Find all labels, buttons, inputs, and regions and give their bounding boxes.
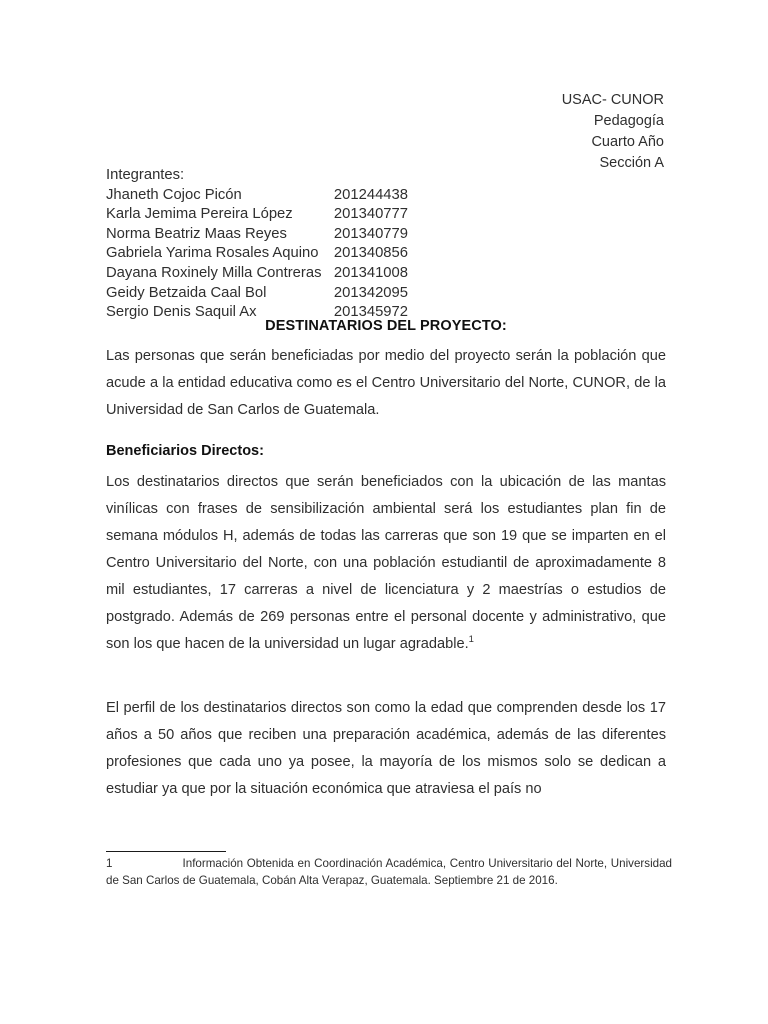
member-name: Sergio Denis Saquil Ax bbox=[106, 304, 257, 321]
member-name: Dayana Roxinely Milla Contreras bbox=[106, 264, 322, 281]
header-line-institution: USAC- CUNOR bbox=[561, 92, 664, 108]
page-title: DESTINATARIOS DEL PROYECTO: bbox=[265, 318, 507, 334]
member-name: Geidy Betzaida Caal Bol bbox=[106, 284, 267, 301]
profile-paragraph: El perfil de los destinatarios directos son como la edad que comprenden desde los 17 años a 50 años que reciben una preparación académica, además de las diferentes profesiones que cada uno ya posee, la mayoría de los mismos solo se dedican a estudiar ya que por la situación económica que atraviesa el país no bbox=[106, 700, 666, 797]
list-item bbox=[106, 264, 408, 284]
list-item bbox=[106, 225, 408, 245]
document-body bbox=[106, 318, 666, 803]
member-id: 201342095 bbox=[333, 284, 408, 301]
member-name: Karla Jemima Pereira López bbox=[106, 206, 293, 223]
footnote-area bbox=[106, 851, 672, 889]
footnote bbox=[106, 856, 672, 889]
member-id: 201244438 bbox=[333, 186, 408, 203]
footnote-marker: 1 bbox=[468, 634, 474, 646]
list-item bbox=[106, 186, 408, 206]
members-label: Integrantes: bbox=[106, 167, 185, 183]
footnote-separator bbox=[106, 851, 226, 852]
header-line-section: Sección A bbox=[599, 155, 664, 171]
members-list bbox=[106, 166, 666, 323]
header-line-program: Pedagogía bbox=[593, 113, 664, 129]
subsection-title: Beneficiarios Directos: bbox=[106, 443, 264, 459]
list-item bbox=[106, 244, 408, 264]
paragraph-spacer bbox=[106, 677, 666, 695]
list-item bbox=[106, 205, 408, 225]
member-id: 201340777 bbox=[333, 206, 408, 223]
member-name: Norma Beatriz Maas Reyes bbox=[106, 225, 287, 242]
member-id: 201340779 bbox=[333, 225, 408, 242]
member-id: 201345972 bbox=[333, 304, 408, 321]
member-name: Gabriela Yarima Rosales Aquino bbox=[106, 245, 319, 262]
member-id: 201340856 bbox=[333, 245, 408, 262]
footnote-text: Información Obtenida en Coordinación Académica, Centro Universitario del Norte, Universidad de San Carlos de Guatemala, Cobán Alta Verapaz, Guatemala. Septiembre 21 de 2016. bbox=[106, 857, 672, 887]
intro-paragraph: Las personas que serán beneficiadas por medio del proyecto serán la población que acude a la entidad educativa como es el Centro Universitario del Norte, CUNOR, de la Universidad de San Carlos de Guatemala. bbox=[106, 348, 666, 418]
direct-beneficiaries-text: Los destinatarios directos que serán beneficiados con la ubicación de las mantas vinílicas con frases de sensibilización ambiental será los estudiantes plan fin de semana módulos H, además de todas las carreras que son 19 que se imparten en el Centro Universitario del Norte, con una población estudiantil de aproximadamente 8 mil estudiantes, 17 carreras a nivel de licenciatura y 2 maestrías o estudios de postgrado. Además de 269 personas entre el personal docente y administrativo, que son los que hacen de la universidad un lugar agradable. bbox=[106, 474, 666, 652]
document-header bbox=[0, 90, 664, 174]
header-line-year: Cuarto Año bbox=[591, 134, 664, 150]
member-name: Jhaneth Cojoc Picón bbox=[106, 186, 242, 203]
direct-beneficiaries-paragraph bbox=[106, 469, 666, 658]
list-item bbox=[106, 284, 408, 304]
member-id: 201341008 bbox=[333, 264, 408, 281]
footnote-number: 1 bbox=[106, 857, 113, 870]
